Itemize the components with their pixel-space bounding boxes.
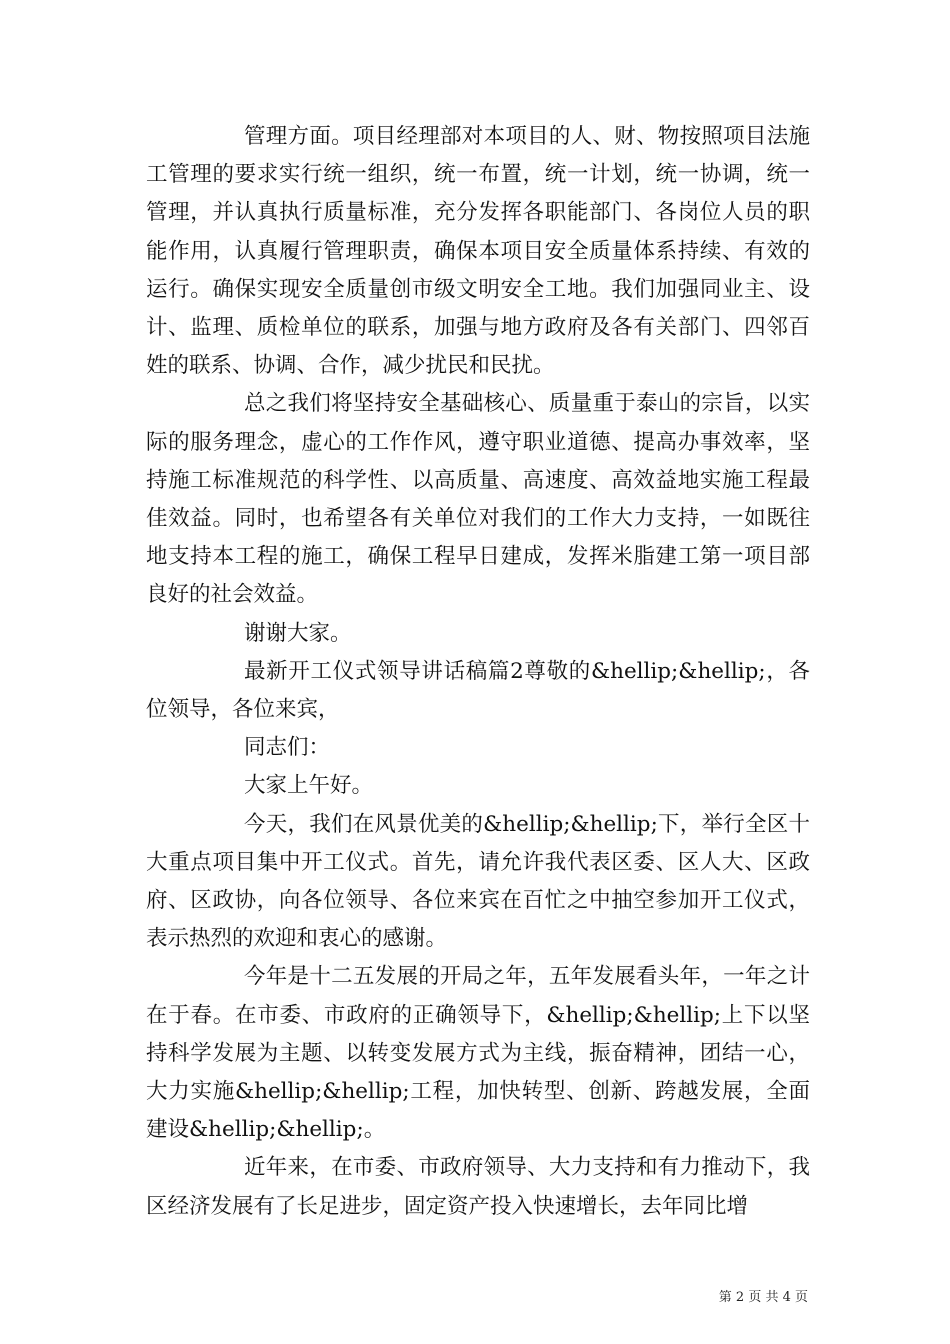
paragraph-comrades: 同志们：	[244, 735, 331, 761]
paragraph-management: 管理方面。项目经理部对本项目的人、财、物按照项目法施工管理的要求实行统一组织，统一布置，统一计划，统一协调，统一管理，并认真执行质量标准，充分发挥各职能部门、各岗位人员的职能作用，认真履行管理职责，确保本项目安全质量体系持续、有效的运行。确保实现安全质量创市级文明安全工地。我们加强同业主、设计、监理、质检单位的联系，加强与地方政府及各有关部门、四邻百姓的联系、协调、合作，减少扰民和民扰。	[146, 124, 810, 379]
paragraph-year-plan: 今年是十二五发展的开局之年，五年发展看头年，一年之计在于春。在市委、市政府的正确领导下，&hellip;&hellip;上下以坚持科学发展为主题、以转变发展方式为主线，振奋精神，团结一心，大力实施&hellip;&hellip;工程，加快转型、创新、跨越发展，全面建设&hellip;&hellip;。	[146, 964, 810, 1143]
paragraph-speech-title: 最新开工仪式领导讲话稿篇2尊敬的&hellip;&hellip;，各位领导，各位来宾，	[146, 658, 810, 723]
page-number-footer: 第 2 页 共 4 页	[718, 1290, 808, 1305]
paragraph-summary: 总之我们将坚持安全基础核心、质量重于泰山的宗旨，以实际的服务理念，虚心的工作作风，遵守职业道德、提高办事效率，坚持施工标准规范的科学性、以高质量、高速度、高效益地实施工程最佳效益。同时，也希望各有关单位对我们的工作大力支持，一如既往地支持本工程的施工，确保工程早日建成，发挥米脂建工第一项目部良好的社会效益。	[146, 391, 810, 608]
body-text	[146, 118, 810, 1226]
paragraph-ceremony: 今天，我们在风景优美的&hellip;&hellip;下，举行全区十大重点项目集中开工仪式。首先，请允许我代表区委、区人大、区政府、区政协，向各位领导、各位来宾在百忙之中抽空参加开工仪式，表示热烈的欢迎和衷心的感谢。	[146, 811, 810, 952]
paragraph-thanks: 谢谢大家。	[244, 620, 352, 646]
paragraph-development: 近年来，在市委、市政府领导、大力支持和有力推动下，我区经济发展有了长足进步，固定资产投入快速增长，去年同比增	[146, 1155, 810, 1219]
paragraph-greeting: 大家上午好。	[244, 773, 374, 799]
